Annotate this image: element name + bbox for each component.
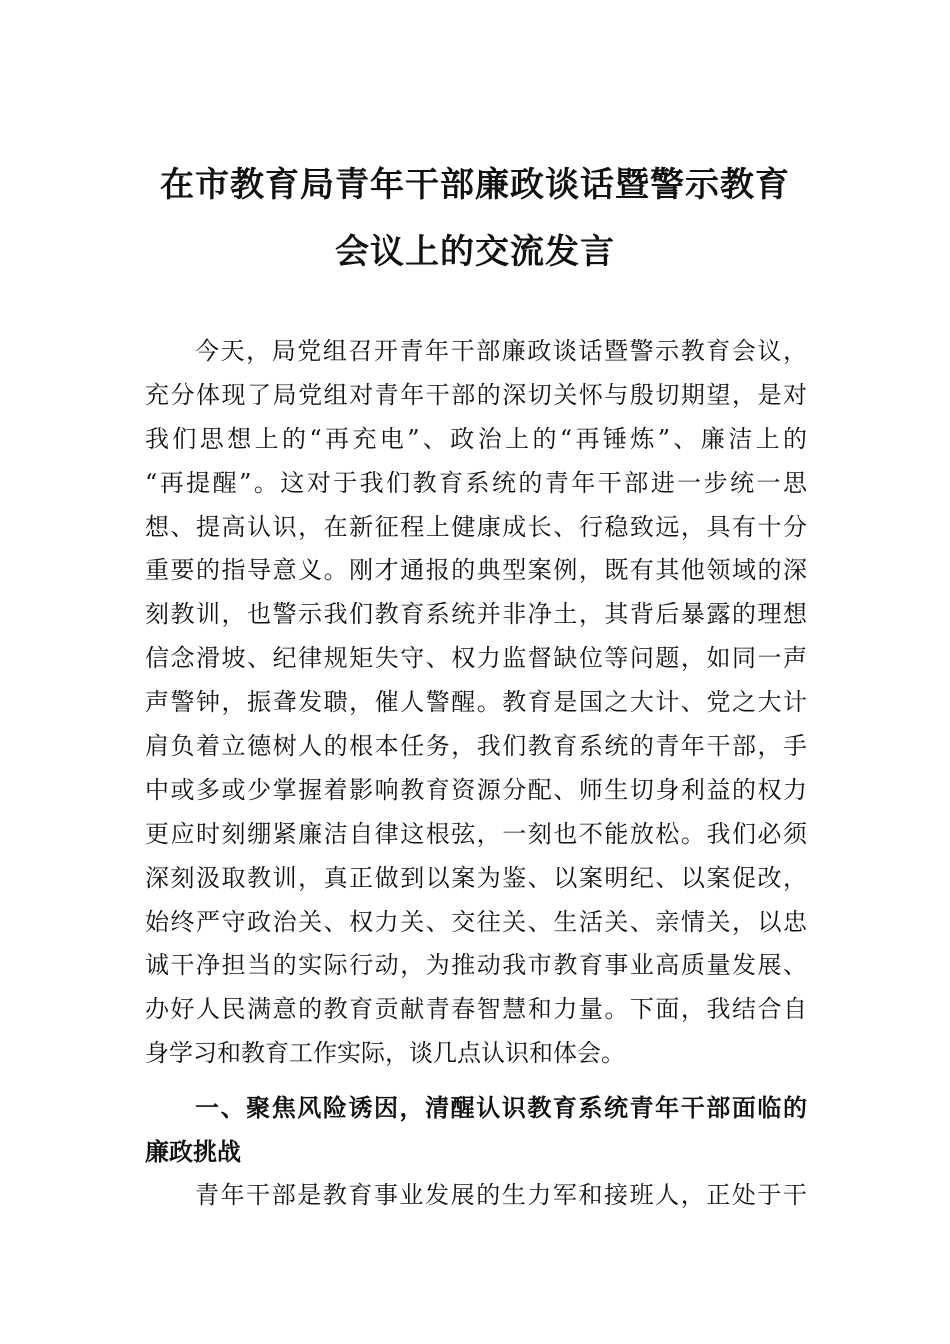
title-line: 会议上的交流发言 [335, 232, 615, 272]
paragraph-section-1 [145, 1174, 807, 1218]
text-line: 肩负着立德树人的根本任务，我们教育系统的青年干部，手 [145, 732, 807, 761]
text-line: 诚干净担当的实际行动，为推动我市教育事业高质量发展、 [145, 951, 807, 980]
document-body [145, 330, 807, 1218]
text-line: 廉政挑战 [145, 1137, 241, 1167]
text-line: 青年干部是教育事业发展的生力军和接班人，正处于干 [195, 1180, 807, 1209]
text-line: 信念滑坡、纪律规矩失守、权力监督缺位等问题，如同一声 [145, 644, 807, 673]
text-line: 身学习和教育工作实际，谈几点认识和体会。 [145, 1039, 625, 1068]
text-line: 中或多或少掌握着影响教育资源分配、师生切身利益的权力 [145, 775, 807, 804]
text-line: 声警钟，振聋发聩，催人警醒。教育是国之大计、党之大计 [145, 688, 807, 717]
text-line: 一、聚焦风险诱因，清醒认识教育系统青年干部面临的 [195, 1093, 807, 1123]
paragraph-intro [145, 330, 807, 1076]
text-line: 更应时刻绷紧廉洁自律这根弦，一刻也不能放松。我们必须 [145, 819, 807, 848]
text-line: 我们思想上的“再充电”、政治上的“再锤炼”、廉洁上的 [145, 424, 807, 453]
text-line: 深刻汲取教训，真正做到以案为鉴、以案明纪、以案促改， [145, 863, 807, 892]
text-line: 始终严守政治关、权力关、交往关、生活关、亲情关，以忠 [145, 907, 807, 936]
text-line: 重要的指导意义。刚才通报的典型案例，既有其他领域的深 [145, 556, 807, 585]
title-line: 在市教育局青年干部廉政谈话暨警示教育 [160, 165, 790, 205]
text-line: 办好人民满意的教育贡献青春智慧和力量。下面，我结合自 [145, 995, 807, 1024]
text-line: 充分体现了局党组对青年干部的深切关怀与殷切期望，是对 [145, 380, 807, 409]
text-line: “再提醒”。这对于我们教育系统的青年干部进一步统一思 [145, 468, 807, 497]
section-heading-1 [145, 1086, 807, 1174]
text-line: 今天，局党组召开青年干部廉政谈话暨警示教育会议， [195, 337, 807, 365]
document-title [0, 152, 950, 286]
text-line: 想、提高认识，在新征程上健康成长、行稳致远，具有十分 [145, 512, 807, 541]
text-line: 刻教训，也警示我们教育系统并非净土，其背后暴露的理想 [145, 600, 807, 629]
